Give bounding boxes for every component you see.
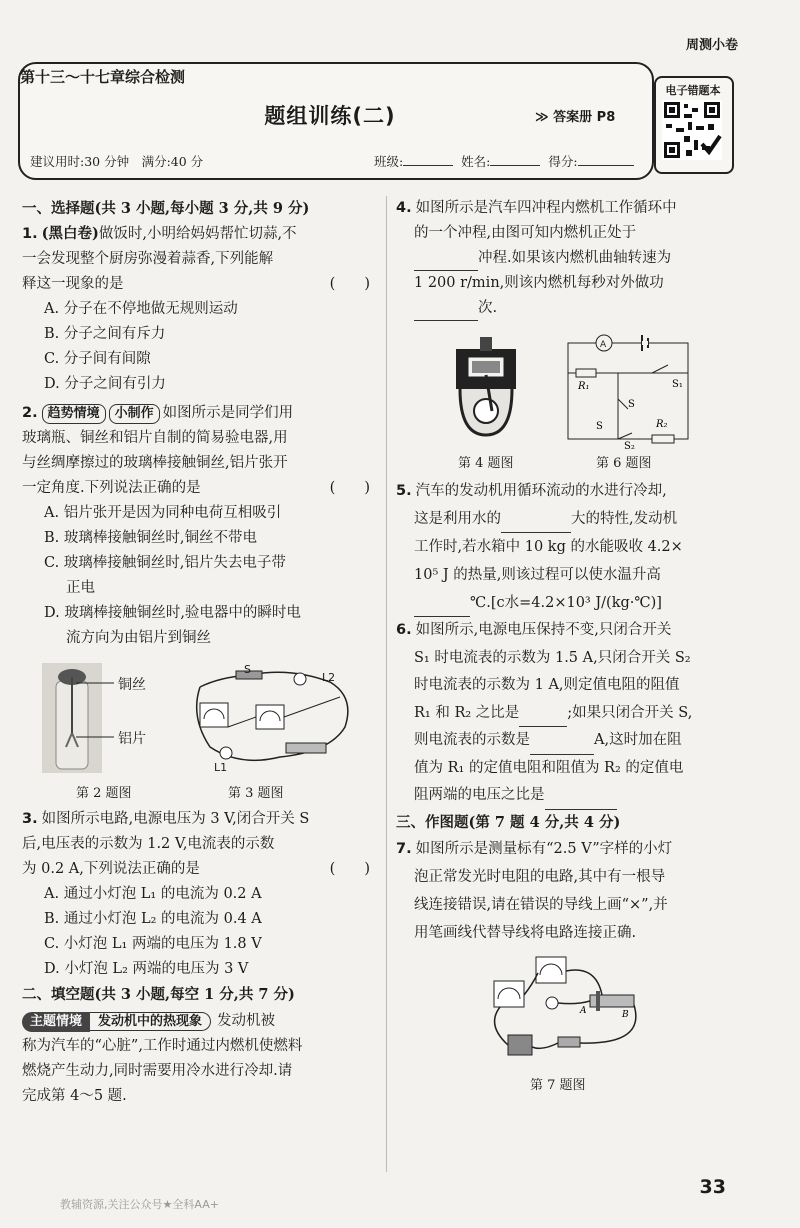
q3-text-l2: 后,电压表的示数为 1.2 V,电流表的示数 — [22, 836, 275, 852]
q3-option-a[interactable]: A. 通过小灯泡 L₁ 的电流为 0.2 A — [44, 886, 262, 902]
theme-intro-l1: 发动机被 — [217, 1013, 276, 1029]
q6-text-l2: S₁ 时电流表的示数为 1.5 A,只闭合开关 S₂ — [414, 649, 691, 666]
q3-text-l3: 为 0.2 A,下列说法正确的是 — [22, 861, 200, 877]
q1-option-b[interactable]: B. 分子之间有斥力 — [44, 326, 166, 342]
fig3-switch-label: S — [244, 663, 251, 676]
q2-text-l1: 如图所示是同学们用 — [162, 405, 294, 421]
q5-number: 5. — [396, 483, 412, 499]
column-divider — [386, 196, 387, 1172]
q6-text-l4b: ;如果只闭合开关 S, — [567, 704, 693, 721]
answer-ref: ≫ 答案册 P8 — [535, 110, 616, 125]
q7-text-l2: 泡正常发光时电阻的电路,其中有一根导 — [414, 868, 666, 885]
q6-text-l5a: 则电流表的示数是 — [414, 732, 530, 748]
q3-number: 3. — [22, 811, 38, 827]
svg-text:S: S — [596, 421, 603, 432]
fig3-l1-label: L1 — [214, 761, 228, 774]
q6-blank-1[interactable] — [519, 708, 567, 727]
theme-intro — [22, 1009, 380, 1109]
q6-text-l4a: R₁ 和 R₂ 之比是 — [414, 704, 520, 721]
q3-option-d[interactable]: D. 小灯泡 L₂ 两端的电压为 3 V — [44, 961, 249, 977]
q6-blank-3[interactable] — [545, 791, 617, 810]
svg-text:R₂: R₂ — [656, 419, 668, 430]
q4-text-l4: 1 200 r/min,则该内燃机每秒对外做功 — [414, 275, 664, 291]
theme-name: 发动机中的热现象 — [90, 1012, 211, 1031]
question-7 — [396, 835, 746, 947]
q2-text-l4: 一定角度.下列说法正确的是 — [22, 480, 201, 496]
q1-option-c[interactable]: C. 分子间有间隙 — [44, 351, 151, 367]
q5-text-l2b: 大的特性,发动机 — [571, 511, 678, 527]
q2-number: 2. — [22, 405, 38, 421]
question-4 — [396, 196, 746, 321]
q4-text-l2: 的一个冲程,由图可知内燃机正处于 — [414, 225, 637, 241]
q4-blank-2[interactable] — [414, 302, 478, 321]
q2-option-c[interactable] — [22, 551, 380, 601]
q1-option-d[interactable]: D. 分子之间有引力 — [44, 376, 166, 392]
figure-7[interactable] — [396, 955, 746, 1095]
q6-text-l7: 阻两端的电压之比是 — [414, 787, 545, 803]
right-column — [396, 196, 746, 1095]
theme-tag: 主题情境 — [22, 1012, 90, 1032]
theme-intro-l3: 燃烧产生动力,同时需要用冷水进行冷却.请 — [22, 1063, 293, 1079]
q1-option-a[interactable]: A. 分子在不停地做无规则运动 — [44, 301, 238, 317]
q1-text-l1: 做饭时,小明给妈妈帮忙切蒜,不 — [98, 226, 297, 242]
svg-text:B: B — [622, 1009, 629, 1020]
q2-answer-paren[interactable]: ( ) — [329, 480, 370, 496]
left-column — [22, 196, 380, 1109]
q5-text-l5: ℃.[c水=4.2×10³ J/(kg·℃)] — [470, 595, 662, 611]
q3-option-c[interactable]: C. 小灯泡 L₁ 两端的电压为 1.8 V — [44, 936, 262, 952]
meta-line: 建议用时:30 分钟 满分:40 分 — [30, 154, 204, 169]
q2-text-l2: 玻璃瓶、铜丝和铝片自制的简易验电器,用 — [22, 430, 288, 446]
question-2 — [22, 401, 380, 651]
q2-option-d-l2: 流方向为由铝片到铜丝 — [66, 630, 211, 646]
name-label: 姓名: — [461, 154, 491, 169]
section1-title: 一、选择题(共 3 小题,每小题 3 分,共 9 分) — [22, 200, 310, 217]
fig7-caption: 第 7 题图 — [530, 1077, 586, 1093]
q2-text-l3: 与丝绸摩擦过的玻璃棒接触铜丝,铝片张开 — [22, 455, 288, 471]
q3-answer-paren[interactable]: ( ) — [329, 861, 370, 877]
section3-title: 三、作图题(第 7 题 4 分,共 4 分) — [396, 813, 621, 831]
svg-text:S: S — [628, 399, 635, 410]
q2-option-c-l1: C. 玻璃棒接触铜丝时,铝片失去电子带 — [44, 555, 286, 571]
q2-trend-tag: 趋势情境 — [42, 404, 106, 424]
q5-text-l2a: 这是利用水的 — [414, 511, 501, 527]
engine-stroke-figure — [446, 335, 526, 439]
q1-tag: (黑白卷) — [41, 225, 99, 242]
q3-option-b[interactable]: B. 通过小灯泡 L₂ 的电流为 0.4 A — [44, 911, 262, 927]
q4-number: 4. — [396, 200, 412, 216]
qr-code-icon[interactable] — [662, 100, 722, 160]
aluminum-foil-label: 铝片 — [118, 731, 146, 747]
footer-note: 教辅资源,关注公众号★全科AA+ — [60, 1198, 219, 1211]
group-title: 题组训练(二) — [264, 104, 396, 128]
question-6 — [396, 617, 746, 810]
page-tag: 周测小卷 — [685, 38, 738, 53]
svg-text:A: A — [600, 340, 607, 350]
q7-text-l1: 如图所示是测量标有“2.5 V”字样的小灯 — [415, 840, 673, 857]
figures-4-6 — [396, 327, 746, 477]
q6-text-l5b: A,这时加在阻 — [594, 732, 682, 748]
q5-text-l3: 工作时,若水箱中 10 kg 的水能吸收 4.2× — [414, 539, 683, 555]
page-number: 33 — [699, 1176, 726, 1198]
svg-text:S₂: S₂ — [624, 441, 635, 451]
fig6-caption: 第 6 题图 — [596, 456, 652, 471]
q3-text-l1: 如图所示电路,电源电压为 3 V,闭合开关 S — [41, 811, 310, 827]
q2-option-b[interactable]: B. 玻璃棒接触铜丝时,铜丝不带电 — [44, 530, 257, 546]
class-label: 班级: — [374, 154, 404, 169]
svg-text:A: A — [580, 1005, 587, 1016]
theme-intro-l2: 称为汽车的“心脏”,工作时通过内燃机使燃料 — [22, 1038, 303, 1054]
q5-text-l1: 汽车的发动机用循环流动的水进行冷却, — [415, 483, 667, 499]
q1-text-l3: 释这一现象的是 — [22, 276, 124, 292]
question-1 — [22, 221, 380, 397]
q7-text-l4: 用笔画线代替导线将电路连接正确. — [414, 924, 637, 941]
svg-text:S₁: S₁ — [672, 379, 683, 390]
name-blank[interactable] — [490, 153, 540, 166]
qr-label: 电子错题本 — [665, 84, 721, 97]
q2-option-d-l1: D. 玻璃棒接触铜丝时,验电器中的瞬时电 — [44, 605, 301, 621]
q2-option-a[interactable]: A. 铝片张开是因为同种电荷互相吸引 — [44, 505, 282, 521]
q4-text-l5: 次. — [478, 300, 498, 316]
q4-text-l1: 如图所示是汽车四冲程内燃机工作循环中 — [415, 200, 677, 216]
q1-answer-paren[interactable]: ( ) — [329, 276, 370, 292]
fig2-caption: 第 2 题图 — [76, 786, 132, 801]
q2-option-c-l2: 正电 — [66, 580, 95, 596]
fig3-caption: 第 3 题图 — [228, 786, 284, 801]
q7-number: 7. — [396, 840, 412, 857]
score-label: 得分: — [548, 154, 578, 169]
figures-2-3 — [22, 657, 380, 807]
copper-wire-label: 铜丝 — [118, 677, 146, 693]
q2-make-tag: 小制作 — [109, 404, 160, 424]
fig3-l2-label: L2 — [322, 671, 336, 684]
q5-blank-1[interactable] — [501, 514, 571, 533]
q6-text-l3: 时电流表的示数为 1 A,则定值电阻的阻值 — [414, 677, 680, 693]
fig4-caption: 第 4 题图 — [458, 456, 514, 471]
theme-intro-l4: 完成第 4～5 题. — [22, 1088, 127, 1104]
circuit-7-figure[interactable] — [486, 955, 646, 1065]
circuit-6-figure — [556, 327, 706, 451]
q1-text-l2: 一会发现整个厨房弥漫着蒜香,下列能解 — [22, 251, 274, 267]
fill-fields — [374, 152, 634, 170]
section2-title: 二、填空题(共 3 小题,每空 1 分,共 7 分) — [22, 986, 295, 1003]
q6-number: 6. — [396, 622, 412, 638]
q6-text-l6: 值为 R₁ 的定值电阻和阻值为 R₂ 的定值电 — [414, 759, 684, 776]
q5-text-l4: 10⁵ J 的热量,则该过程可以使水温升高 — [414, 567, 661, 583]
class-blank[interactable] — [403, 153, 453, 166]
q6-blank-2[interactable] — [530, 736, 594, 755]
svg-text:R₁: R₁ — [578, 381, 590, 392]
question-3 — [22, 807, 380, 982]
q7-text-l3: 线连接错误,请在错误的导线上画“×”,并 — [414, 896, 668, 913]
chapter-title: 第十三～十七章综合检测 — [20, 68, 186, 86]
q5-blank-2[interactable] — [414, 598, 470, 617]
q4-blank-1[interactable] — [414, 252, 478, 271]
q4-text-l3: 冲程.如果该内燃机曲轴转速为 — [478, 250, 672, 266]
q6-text-l1: 如图所示,电源电压保持不变,只闭合开关 — [415, 622, 672, 638]
q1-number: 1. — [22, 226, 38, 242]
question-5 — [396, 477, 746, 617]
score-blank[interactable] — [578, 153, 634, 166]
q2-option-d[interactable] — [22, 601, 380, 651]
